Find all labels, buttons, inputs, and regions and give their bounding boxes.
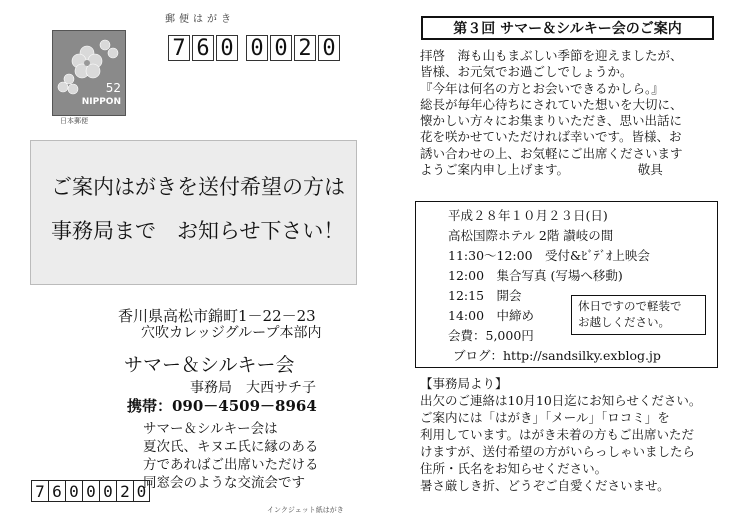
office-line: 出欠のご連絡は10月10日迄にお知らせください。 xyxy=(420,393,702,408)
zip-digit: 0 xyxy=(82,480,99,502)
office-contact: 事務局 大西サチ子 xyxy=(190,380,316,396)
about-line: 同窓会のような交流会です xyxy=(143,475,305,491)
message-line: ご案内はがきを送付希望の方は xyxy=(51,175,345,199)
schedule-line: 12:15 開会 xyxy=(448,288,522,303)
zip-digit: 0 xyxy=(65,480,82,502)
office-line: 住所・氏名をお知らせください。 xyxy=(420,461,608,476)
zip-digit: 0 xyxy=(216,35,238,61)
stamp-country: NIPPON xyxy=(81,97,121,107)
schedule-box xyxy=(415,201,718,368)
postage-stamp xyxy=(52,30,126,116)
mobile-number: 携帯：090－4509－8964 xyxy=(127,397,317,415)
zip-digit: 0 xyxy=(270,35,292,61)
body-line: 拝啓 海も山もまぶしい季節を迎えましたが、 xyxy=(420,48,683,63)
org-name: サマー＆シルキー会 xyxy=(124,354,295,376)
zip-digit: 2 xyxy=(294,35,316,61)
address-line: 香川県高松市錦町1－22－23 xyxy=(118,307,316,325)
zip-digit: 7 xyxy=(31,480,48,502)
body-line: 懐かしい方々にお集まりいただき、思い出話に xyxy=(420,113,683,129)
zip-digit: 7 xyxy=(168,35,190,61)
office-section xyxy=(420,375,730,494)
postcard-header: 郵便はがき xyxy=(165,14,235,25)
about-line: 方であればご出席いただける xyxy=(143,457,319,473)
zip-digit: 0 xyxy=(246,35,268,61)
body-line: 『今年は何名の方とお会いできるかしら。』 xyxy=(420,80,664,96)
note-line: 休日ですので軽装で xyxy=(578,299,682,313)
notice-title: 第３回 サマー＆シルキー会のご案内 xyxy=(421,16,714,40)
zip-digit: 0 xyxy=(318,35,340,61)
body-line: 花を咲かせていただければ幸いです。皆様、お xyxy=(420,129,682,145)
office-line: ご案内には「はがき」「メール」「ロコミ」を xyxy=(420,410,670,425)
zip-code-top xyxy=(168,35,342,61)
schedule-line: 高松国際ホテル 2階 讃岐の間 xyxy=(448,228,614,243)
body-line: 総長が毎年心待ちにされていた想いを大切に、 xyxy=(420,96,683,112)
zip-digit: 0 xyxy=(133,480,150,502)
schedule-line: 会費：5,000円 xyxy=(448,328,534,343)
zip-digit: 6 xyxy=(48,480,65,502)
note-line: お越しください。 xyxy=(578,315,670,329)
schedule-line: 平成２８年１０月２３日(日) xyxy=(448,208,608,223)
stamp-caption: 日本郵便 xyxy=(60,117,88,125)
schedule-line: 11:30～12:00 受付&ﾋﾞﾃﾞｵ上映会 xyxy=(448,248,650,263)
zip-digit: 0 xyxy=(99,480,116,502)
address-line: 穴吹カレッジグループ本部内 xyxy=(141,325,322,341)
schedule-line: 14:00 中締め xyxy=(448,308,535,323)
dress-code-note xyxy=(571,295,706,335)
office-line: 暑さ厳しき折、どうぞご自愛くださいませ。 xyxy=(420,478,670,493)
blog-link[interactable]: ブログ：http://sandsilky.exblog.jp xyxy=(453,348,661,363)
body-line: 誘い合わせの上、お気軽にご出席くださいます xyxy=(420,145,683,161)
message-line: 事務局まで お知らせ下さい！ xyxy=(51,219,345,243)
zip-digit: 2 xyxy=(116,480,133,502)
about-text xyxy=(143,420,319,492)
stamp-value: 52 xyxy=(105,81,121,95)
office-heading: 【事務局より】 xyxy=(420,376,508,391)
about-line: 夏次氏、キヌエ氏に縁のある xyxy=(143,439,319,455)
notice-body xyxy=(420,48,720,178)
schedule-line: 12:00 集合写真 (写場へ移動) xyxy=(448,268,623,283)
zip-code-bottom xyxy=(31,480,150,502)
body-line: 皆様、お元気でお過ごしでしょうか。 xyxy=(420,64,633,80)
office-line: けますが、送付希望の方がいらっしゃいましたら xyxy=(420,444,696,459)
inkjet-note: インクジェット紙はがき xyxy=(267,506,344,514)
body-line: ようご案内申し上げます。 敬具 xyxy=(420,162,663,178)
zip-digit: 6 xyxy=(192,35,214,61)
office-line: 利用しています。はがき未着の方もご出席いただ xyxy=(420,427,695,442)
about-line: サマー＆シルキー会は xyxy=(143,421,278,437)
handwritten-message xyxy=(30,140,357,285)
